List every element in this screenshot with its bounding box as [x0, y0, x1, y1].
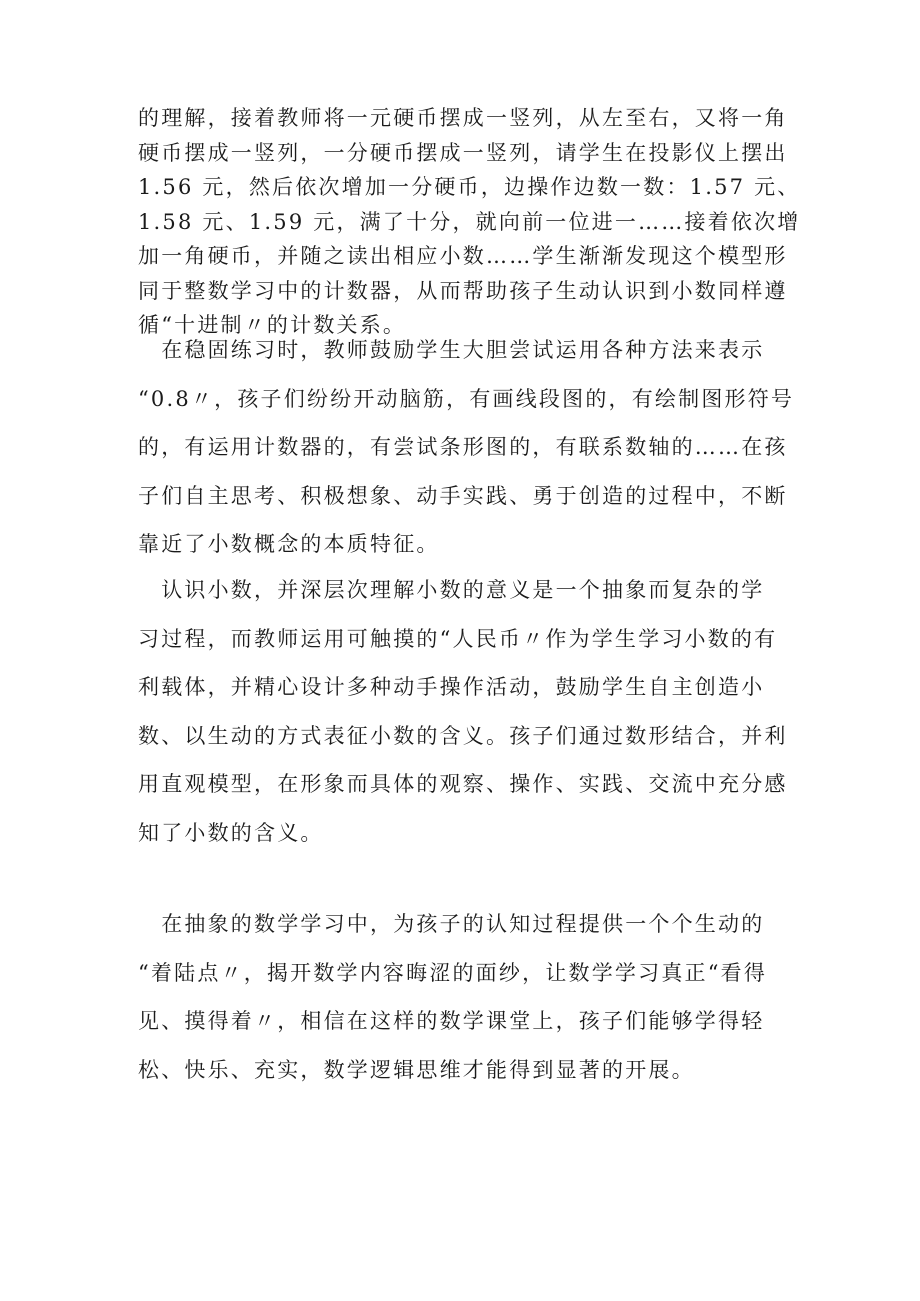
text-line: 硬币摆成一竖列，一分硬币摆成一竖列，请学生在投影仪上摆出 — [138, 140, 788, 165]
text-line: “0.8〃，孩子们纷纷开动脑筋，有画线段图的，有绘制图形符号 — [138, 386, 795, 411]
text-line: 知了小数的含义。 — [138, 820, 324, 845]
text-line: 加一角硬币，并随之读出相应小数……学生渐渐发现这个模型形 — [138, 244, 788, 268]
text-line: 习过程，而教师运用可触摸的“人民币〃作为学生学习小数的有 — [138, 626, 778, 651]
text-line: 认识小数，并深层次理解小数的意义是一个抽象而复杂的学 — [138, 578, 765, 602]
text-line: 数、以生动的方式表征小数的含义。孩子们通过数形结合，并利 — [138, 723, 788, 748]
text-line: 松、快乐、充实，数学逻辑思维才能得到显著的开展。 — [138, 1057, 695, 1082]
text-line: 在抽象的数学学习中，为孩子的认知过程提供一个个生动的 — [138, 912, 765, 936]
text-line: “着陆点〃，揭开数学内容晦涩的面纱，让数学学习真正“看得 — [138, 960, 768, 985]
paragraph-practice — [138, 326, 795, 569]
paragraph-understanding — [138, 566, 788, 857]
text-line: 的，有运用计数器的，有尝试条形图的，有联系数轴的……在孩 — [138, 435, 788, 459]
text-line: 子们自主思考、积极想象、动手实践、勇于创造的过程中，不断 — [138, 483, 788, 508]
paragraph-conclusion — [138, 900, 788, 1094]
text-line: 1.56 元，然后依次增加一分硬币，边操作边数一数：1.57 元、 — [138, 175, 801, 199]
text-line: 的理解，接着教师将一元硬币摆成一竖列，从左至右，又将一角 — [138, 106, 788, 130]
text-line: 在稳固练习时，教师鼓励学生大胆尝试运用各种方法来表示 — [138, 338, 765, 362]
text-line: 循“十进制〃的计数关系。 — [138, 313, 407, 337]
text-line: 同于整数学习中的计数器，从而帮助孩子生动认识到小数同样遵 — [138, 278, 788, 303]
text-line: 靠近了小数概念的本质特征。 — [138, 532, 440, 556]
text-line: 用直观模型，在形象而具体的观察、操作、实践、交流中充分感 — [138, 772, 788, 796]
text-line: 见、摸得着〃，相信在这样的数学课堂上，孩子们能够学得轻 — [138, 1009, 765, 1033]
text-line: 1.58 元、1.59 元，满了十分，就向前一位进一……接着依次增 — [138, 209, 801, 234]
paragraph-coin-model — [138, 101, 801, 343]
text-line: 利载体，并精心设计多种动手操作活动，鼓励学生自主创造小 — [138, 675, 765, 699]
